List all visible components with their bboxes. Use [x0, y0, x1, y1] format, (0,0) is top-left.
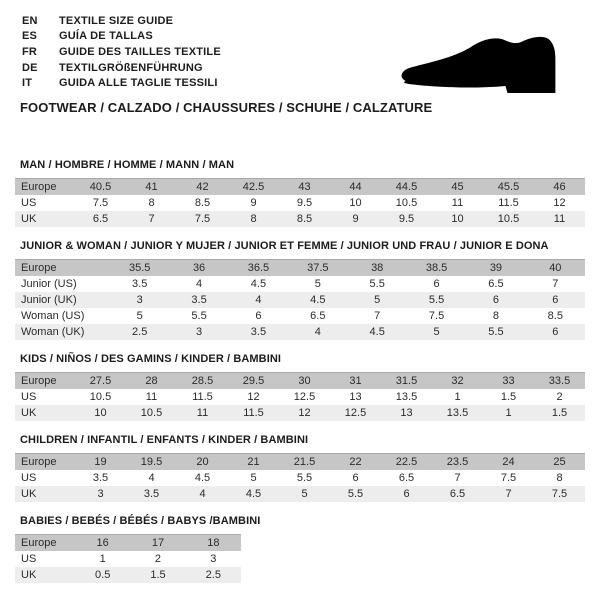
size-cell: 40	[549, 261, 562, 274]
size-cell: 13.5	[446, 406, 469, 419]
size-cell: 25	[553, 455, 566, 468]
size-cell: 18	[207, 536, 220, 549]
size-row	[15, 195, 585, 211]
size-table-section	[15, 240, 585, 340]
size-cell: 3.5	[250, 325, 267, 338]
size-cell: 11	[553, 212, 566, 225]
size-cell: 2.5	[205, 568, 221, 581]
size-cell: 9.5	[398, 212, 415, 225]
size-cell: 12	[298, 406, 311, 419]
size-cell: 1.5	[500, 390, 517, 403]
row-label: Europe	[21, 180, 57, 193]
size-cell: 4	[314, 325, 321, 338]
size-cell: 8	[492, 309, 499, 322]
size-cell: 38	[371, 261, 384, 274]
size-cell: 8.5	[547, 309, 563, 322]
size-cell: 11.5	[192, 390, 213, 403]
row-label: UK	[21, 568, 37, 581]
size-cell: 10.5	[140, 406, 163, 419]
size-row	[15, 567, 241, 583]
size-table-section	[15, 353, 585, 421]
size-cell: 23.5	[446, 455, 469, 468]
size-cell: 9	[352, 212, 359, 225]
row-label: Europe	[21, 374, 57, 387]
size-cell: 7	[552, 277, 559, 290]
size-row	[15, 405, 585, 421]
size-cell: 13.5	[395, 390, 418, 403]
language-code: IT	[22, 77, 33, 90]
size-row	[15, 551, 241, 567]
size-cell: 7	[505, 487, 512, 500]
size-cell: 7.5	[551, 487, 568, 500]
size-cell: 5.5	[191, 309, 207, 322]
size-cell: 46	[553, 180, 566, 193]
size-table-title: CHILDREN / INFANTIL / ENFANTS / KINDER / BAMBINI	[20, 433, 309, 446]
size-cell: 41	[145, 180, 158, 193]
size-cell: 39	[489, 261, 503, 274]
size-cell: 20	[196, 455, 209, 468]
size-cell: 7	[148, 212, 155, 225]
size-table-section	[15, 434, 585, 502]
size-cell: 6.5	[488, 277, 504, 290]
size-cell: 6	[403, 487, 410, 500]
size-cell: 12	[247, 390, 260, 403]
size-table-title: MAN / HOMBRE / HOMME / MANN / MAN	[20, 158, 235, 171]
size-cell: 2	[154, 552, 162, 565]
size-table-title: JUNIOR & WOMAN / JUNIOR Y MUJER / JUNIOR ET FEMME / JUNIOR UND FRAU / JUNIOR E DONA	[20, 239, 549, 252]
size-tables	[15, 159, 585, 583]
size-cell: 6	[352, 471, 359, 484]
size-table	[15, 259, 585, 340]
language-code: FR	[22, 45, 38, 58]
size-table	[15, 372, 585, 421]
size-table-section	[15, 159, 585, 227]
size-cell: 1.5	[150, 568, 166, 581]
size-cell: 10.5	[395, 196, 418, 209]
size-cell: 4.5	[245, 487, 262, 500]
dress-shoe-icon	[396, 30, 572, 98]
size-cell: 29.5	[242, 374, 265, 387]
size-cell: 8	[148, 196, 155, 209]
size-cell: 6	[433, 277, 440, 290]
size-cell: 5	[301, 487, 308, 500]
size-cell: 4.5	[369, 325, 385, 338]
size-cell: 22	[349, 455, 362, 468]
size-cell: 36	[192, 261, 206, 274]
size-cell: 3.5	[143, 487, 160, 500]
size-cell: 33.5	[548, 374, 571, 387]
size-cell: 13	[349, 390, 362, 403]
size-cell: 42.5	[242, 180, 265, 193]
size-row	[15, 324, 585, 340]
size-cell: 3	[97, 487, 104, 500]
size-cell: 4	[199, 487, 206, 500]
size-cell: 3	[136, 293, 143, 306]
size-cell: 5.5	[428, 293, 445, 306]
size-cell: 5	[374, 293, 381, 306]
size-cell: 42	[196, 180, 209, 193]
size-row	[15, 486, 585, 502]
size-cell: 31	[349, 374, 362, 387]
row-label: Junior (UK)	[21, 293, 77, 306]
row-label: Junior (US)	[21, 277, 77, 290]
size-row	[15, 308, 585, 324]
row-label: UK	[21, 406, 37, 419]
language-code: ES	[22, 30, 38, 43]
size-cell: 10	[451, 212, 464, 225]
size-cell: 43	[298, 180, 311, 193]
size-cell: 4	[255, 293, 262, 306]
size-cell: 22.5	[395, 455, 418, 468]
size-cell: 19.5	[140, 455, 163, 468]
language-label: GUIDE DES TAILLES TEXTILE	[59, 45, 221, 58]
size-cell: 5	[250, 471, 257, 484]
size-cell: 7.5	[428, 309, 445, 322]
row-label: Woman (US)	[21, 309, 85, 322]
size-header-row	[15, 372, 585, 389]
size-header-row	[15, 453, 585, 470]
size-cell: 6	[492, 293, 499, 306]
size-cell: 24	[502, 455, 515, 468]
size-cell: 1.5	[551, 406, 568, 419]
language-line	[22, 13, 585, 29]
size-row	[15, 276, 585, 292]
size-cell: 5.5	[296, 471, 313, 484]
size-cell: 21.5	[293, 455, 316, 468]
size-cell: 5	[136, 309, 143, 322]
size-header-row	[15, 178, 585, 195]
row-label: US	[21, 552, 37, 565]
size-cell: 5	[314, 277, 321, 290]
language-label: TEXTILE SIZE GUIDE	[59, 14, 174, 27]
size-cell: 45.5	[497, 180, 520, 193]
size-table-title: BABIES / BEBÉS / BÉBÉS / BABYS /BAMBINI	[20, 514, 261, 527]
size-cell: 21	[247, 455, 260, 468]
size-cell: 8.5	[194, 196, 211, 209]
size-row	[15, 470, 585, 486]
size-cell: 1	[505, 406, 512, 419]
row-label: US	[21, 390, 37, 403]
size-cell: 44	[349, 180, 362, 193]
size-row	[15, 211, 585, 227]
size-table-title: KIDS / NIÑOS / DES GAMINS / KINDER / BAMBINI	[20, 352, 282, 365]
size-header-row	[15, 259, 585, 276]
size-row	[15, 389, 585, 405]
row-label: Europe	[21, 455, 57, 468]
size-cell: 4.5	[250, 277, 267, 290]
size-cell: 32	[451, 374, 464, 387]
size-cell: 10.5	[497, 212, 520, 225]
size-cell: 38.5	[425, 261, 448, 274]
size-cell: 3.5	[132, 277, 148, 290]
size-cell: 7.5	[92, 196, 109, 209]
size-cell: 1	[454, 390, 461, 403]
size-table-section	[15, 515, 585, 583]
row-label: Europe	[21, 261, 57, 274]
size-cell: 9.5	[296, 196, 313, 209]
size-cell: 6	[255, 309, 262, 322]
size-header-row	[15, 534, 241, 551]
size-cell: 5.5	[488, 325, 504, 338]
size-cell: 6	[552, 293, 559, 306]
size-cell: 11.5	[243, 406, 264, 419]
language-code: DE	[22, 61, 38, 74]
language-code: EN	[22, 14, 38, 27]
size-cell: 33	[502, 374, 515, 387]
size-cell: 12.5	[344, 406, 367, 419]
language-label: TEXTILGRÖßENFÜHRUNG	[59, 61, 203, 74]
size-cell: 8	[250, 212, 257, 225]
size-cell: 37.5	[307, 261, 329, 274]
size-cell: 4	[196, 277, 203, 290]
size-cell: 4	[148, 471, 155, 484]
size-row	[15, 292, 585, 308]
size-cell: 12.5	[293, 390, 316, 403]
size-cell: 44.5	[395, 180, 418, 193]
size-cell: 8.5	[296, 212, 313, 225]
size-cell: 4.5	[310, 293, 326, 306]
size-cell: 8	[556, 471, 563, 484]
size-cell: 11	[451, 196, 464, 209]
size-cell: 7.5	[500, 471, 517, 484]
size-cell: 7.5	[194, 212, 211, 225]
language-label: GUÍA DE TALLAS	[59, 30, 153, 43]
size-cell: 6.5	[92, 212, 109, 225]
row-label: Woman (UK)	[21, 325, 85, 338]
size-table	[15, 178, 585, 227]
size-cell: 11.5	[498, 196, 519, 209]
size-cell: 3.5	[92, 471, 109, 484]
size-cell: 6.5	[398, 471, 415, 484]
row-label: US	[21, 471, 37, 484]
header	[15, 13, 585, 115]
size-cell: 6	[552, 325, 559, 338]
row-label: Europe	[21, 536, 57, 549]
size-cell: 6.5	[310, 309, 326, 322]
size-cell: 5.5	[369, 277, 385, 290]
size-cell: 28.5	[191, 374, 214, 387]
size-cell: 3	[196, 325, 203, 338]
size-cell: 4.5	[194, 471, 211, 484]
size-cell: 16	[96, 536, 109, 549]
row-label: US	[21, 196, 37, 209]
size-cell: 6.5	[449, 487, 466, 500]
size-table	[15, 534, 241, 583]
size-cell: 13	[400, 406, 413, 419]
size-cell: 17	[151, 536, 165, 549]
size-cell: 12	[553, 196, 566, 209]
size-cell: 2	[556, 390, 563, 403]
size-cell: 11	[196, 406, 209, 419]
size-cell: 28	[145, 374, 158, 387]
size-cell: 1	[99, 552, 106, 565]
size-cell: 10	[94, 406, 107, 419]
size-cell: 35.5	[128, 261, 151, 274]
size-cell: 7	[374, 309, 381, 322]
size-cell: 11	[145, 390, 158, 403]
size-cell: 9	[250, 196, 257, 209]
row-label: UK	[21, 212, 37, 225]
size-cell: 30	[298, 374, 311, 387]
size-cell: 5.5	[347, 487, 364, 500]
row-label: UK	[21, 487, 37, 500]
size-cell: 10	[349, 196, 362, 209]
size-cell: 10.5	[89, 390, 112, 403]
size-cell: 40.5	[89, 180, 112, 193]
size-cell: 3.5	[191, 293, 207, 306]
size-cell: 31.5	[395, 374, 418, 387]
size-cell: 45	[451, 180, 464, 193]
size-cell: 5	[433, 325, 440, 338]
size-cell: 19	[94, 455, 107, 468]
size-table	[15, 453, 585, 502]
size-cell: 2.5	[132, 325, 148, 338]
category-title: FOOTWEAR / CALZADO / CHAUSSURES / SCHUHE / CALZATURE	[20, 99, 433, 115]
size-cell: 36.5	[247, 261, 270, 274]
size-cell: 3	[210, 552, 217, 565]
size-cell: 27.5	[89, 374, 112, 387]
language-label: GUIDA ALLE TAGLIE TESSILI	[59, 77, 218, 90]
size-cell: 0.5	[95, 568, 111, 581]
size-cell: 7	[454, 471, 461, 484]
